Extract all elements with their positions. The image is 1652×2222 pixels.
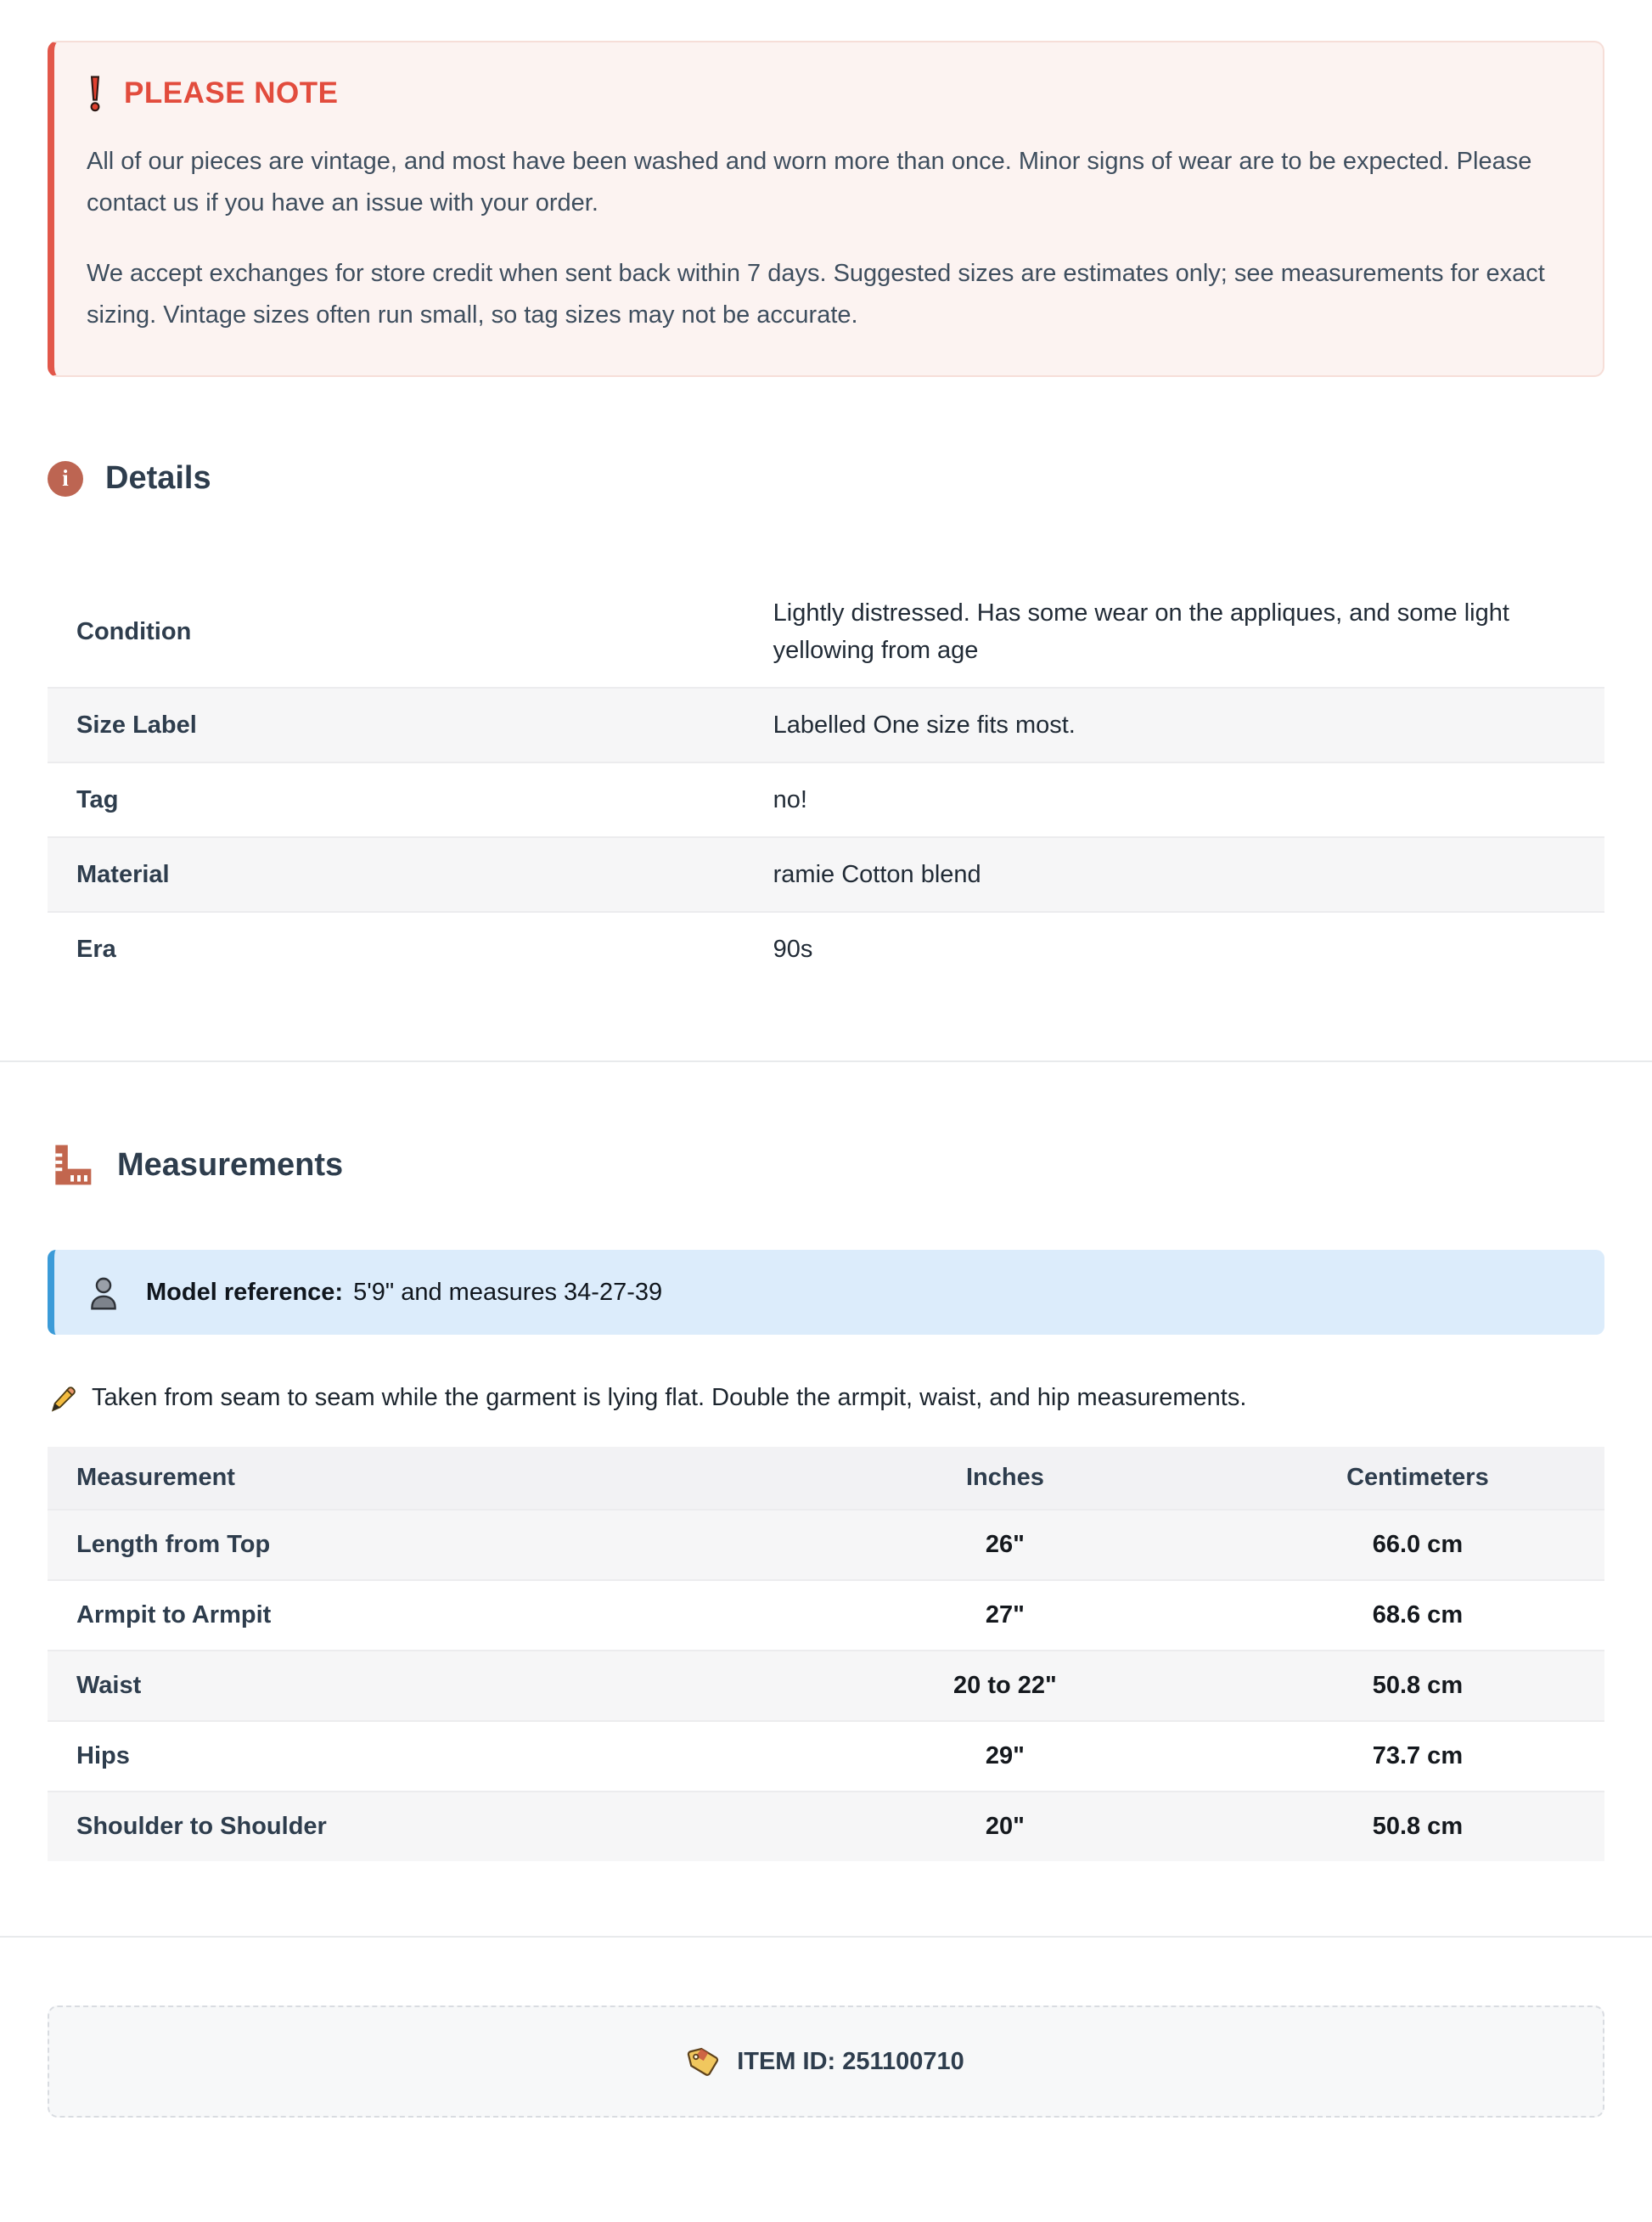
row-value: 90s bbox=[773, 936, 813, 963]
model-reference-box bbox=[48, 1250, 1604, 1335]
measurements-table bbox=[48, 1447, 1604, 1861]
alert-title: PLEASE NOTE bbox=[124, 76, 339, 110]
table-row bbox=[48, 836, 1604, 911]
measurements-title: Measurements bbox=[117, 1146, 344, 1183]
table-row bbox=[48, 1579, 1604, 1650]
alert-title-row bbox=[87, 75, 1565, 112]
table-row bbox=[48, 1720, 1604, 1791]
model-reference-text bbox=[146, 1279, 662, 1307]
section-divider bbox=[0, 1936, 1652, 1938]
column-header: Centimeters bbox=[1346, 1464, 1489, 1491]
measurement-inches: 20 to 22" bbox=[953, 1672, 1057, 1699]
measurement-inches: 29" bbox=[985, 1742, 1025, 1769]
details-title: Details bbox=[105, 460, 211, 496]
row-value: ramie Cotton blend bbox=[773, 861, 981, 888]
model-reference-label: Model reference: bbox=[146, 1278, 344, 1306]
table-row bbox=[48, 911, 1604, 986]
row-label: Era bbox=[76, 936, 116, 963]
please-note-alert bbox=[48, 41, 1604, 377]
table-row bbox=[48, 762, 1604, 836]
measurement-label: Armpit to Armpit bbox=[76, 1601, 272, 1629]
measurements-header bbox=[48, 1141, 1604, 1189]
measurement-note-text: Taken from seam to seam while the garment is lying flat. Double the armpit, waist, and hip measurements. bbox=[92, 1384, 1247, 1411]
table-header-row bbox=[48, 1447, 1604, 1509]
info-icon: i bbox=[48, 461, 83, 497]
table-row bbox=[48, 1509, 1604, 1579]
details-header bbox=[48, 460, 1604, 497]
table-row bbox=[48, 1650, 1604, 1720]
alert-paragraph: We accept exchanges for store credit when sent back within 7 days. Suggested sizes are estimates only; see measurements for exact sizing. Vintage sizes often run small, so tag sizes may not be accurate. bbox=[87, 260, 1545, 329]
table-row bbox=[48, 577, 1604, 687]
column-header: Measurement bbox=[76, 1464, 235, 1491]
measurement-label: Shoulder to Shoulder bbox=[76, 1813, 327, 1840]
measurements-section bbox=[0, 1141, 1652, 1861]
column-header: Inches bbox=[965, 1464, 1044, 1491]
row-label: Tag bbox=[76, 786, 119, 813]
row-label: Size Label bbox=[76, 712, 197, 739]
exclamation-icon bbox=[87, 75, 104, 112]
measurement-cm: 68.6 cm bbox=[1372, 1601, 1464, 1629]
row-label: Material bbox=[76, 861, 170, 888]
measurement-label: Waist bbox=[76, 1672, 142, 1699]
details-section bbox=[0, 460, 1652, 986]
measurement-label: Hips bbox=[76, 1742, 130, 1769]
measurement-inches: 27" bbox=[985, 1601, 1025, 1629]
ruler-icon bbox=[48, 1141, 95, 1189]
row-label: Condition bbox=[76, 618, 192, 645]
alert-paragraph: All of our pieces are vintage, and most have been washed and worn more than once. Minor signs of wear are to be expected. Please contact us if you have an issue with your order. bbox=[87, 148, 1532, 217]
details-table bbox=[48, 577, 1604, 986]
pencil-icon bbox=[48, 1382, 78, 1413]
measurement-inches: 20" bbox=[985, 1813, 1025, 1840]
measurement-label: Length from Top bbox=[76, 1531, 271, 1558]
measurement-note bbox=[48, 1379, 1604, 1416]
tag-icon bbox=[684, 2042, 723, 2081]
measurement-cm: 73.7 cm bbox=[1372, 1742, 1464, 1769]
table-row bbox=[48, 1791, 1604, 1861]
measurement-cm: 50.8 cm bbox=[1372, 1672, 1464, 1699]
person-icon bbox=[85, 1274, 122, 1311]
row-value: no! bbox=[773, 786, 807, 813]
section-divider bbox=[0, 1060, 1652, 1062]
measurement-cm: 66.0 cm bbox=[1372, 1531, 1464, 1558]
item-id-box bbox=[48, 2005, 1604, 2118]
table-row bbox=[48, 687, 1604, 762]
measurement-inches: 26" bbox=[985, 1531, 1025, 1558]
measurement-cm: 50.8 cm bbox=[1372, 1813, 1464, 1840]
model-reference-value: 5'9" and measures 34-27-39 bbox=[353, 1278, 663, 1306]
row-value: Lightly distressed. Has some wear on the appliques, and some light yellowing from age bbox=[773, 599, 1509, 664]
item-id-text: ITEM ID: 251100710 bbox=[737, 2047, 964, 2075]
row-value: Labelled One size fits most. bbox=[773, 712, 1076, 739]
